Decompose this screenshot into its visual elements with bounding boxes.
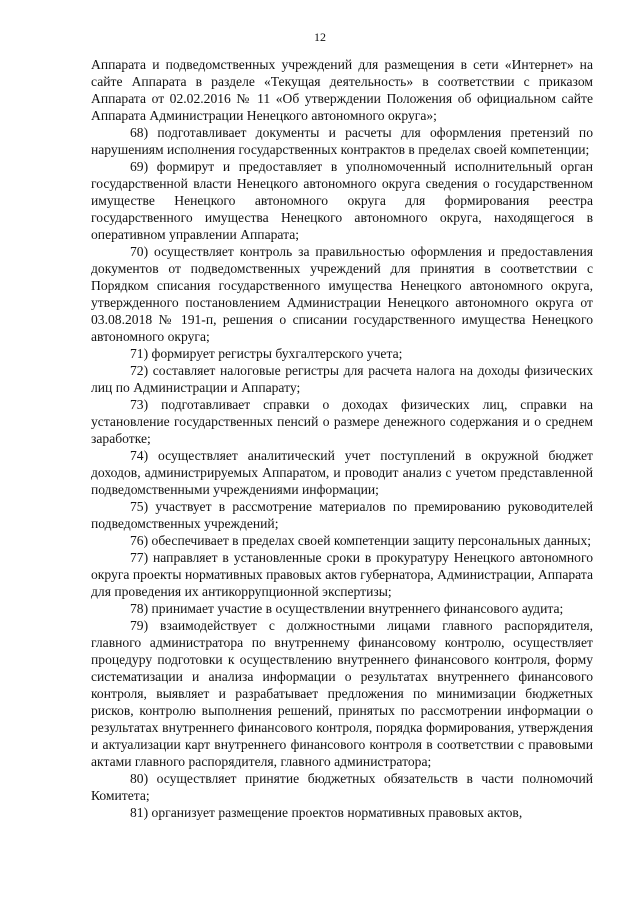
paragraph-item-76: 76) обеспечивает в пределах своей компетенции защиту персональных данных; [130,533,592,548]
paragraph-item-80: 80) осуществляет принятие бюджетных обязательств в части полномочий Комитета; [91,771,593,803]
paragraph-item-78: 78) принимает участие в осуществлении внутреннего финансового аудита; [130,601,564,616]
document-body [91,56,593,821]
paragraph-item-71: 71) формирует регистры бухгалтерского учета; [130,346,403,361]
paragraph-continuation: Аппарата и подведомственных учреждений для размещения в сети «Интернет» на сайте Аппарата в разделе «Текущая деятельность» в соответствии с приказом Аппарата от 02.02.2016 № 11 «Об утверждении Положения об официальном сайте Аппарата Администрации Ненецкого автономного округа»; [91,57,593,123]
paragraph-item-73: 73) подготавливает справки о доходах физических лиц, справки на установление государственных пенсий о размере денежного содержания и о среднем заработке; [91,397,593,446]
paragraph-item-70: 70) осуществляет контроль за правильностью оформления и предоставления документов от подведомственных учреждений для принятия в соответствии с Порядком списания государственного имущества Ненецкого автономного округа, утвержденного постановлением Администрации Ненецкого автономного округа от 03.08.2018 № 191-п, решения о списании государственного имущества Ненецкого автономного округа; [91,244,593,344]
paragraph-item-75: 75) участвует в рассмотрение материалов по премированию руководителей подведомственных учреждений; [91,499,593,531]
paragraph-item-69: 69) формирут и предоставляет в уполномоченный исполнительный орган государственной власти Ненецкого автономного округа сведения о государственном имуществе Ненецкого автономного округа для формирования реестра государственного имущества Ненецкого автономного округа, находящегося в оперативном управлении Аппарата; [91,159,593,242]
paragraph-item-74: 74) осуществляет аналитический учет поступлений в окружной бюджет доходов, администрируемых Аппаратом, и проводит анализ с учетом представленной подведомственными учреждениями информации; [91,448,593,497]
paragraph-item-79: 79) взаимодействует с должностными лицами главного распорядителя, главного администратора по внутреннему финансовому контролю, осуществляет процедуру подготовки к осуществлению внутреннего финансового контроля, форму систематизации и анализа информации о результатах внутреннего финансового контроля, выявляет и разрабатывает предложения по минимизации бюджетных рисков, контролю выполнения решений, принятых по рассмотрении информации о результатах внутреннего финансового контроля, порядка формирования, утверждения и актуализации карт внутреннего финансового контроля в соответствии с правовыми актами главного распорядителя, главного администратора; [91,618,593,769]
page-number: 12 [314,30,326,44]
paragraph-item-72: 72) составляет налоговые регистры для расчета налога на доходы физических лиц по Администрации и Аппарату; [91,363,593,395]
paragraph-item-68: 68) подготавливает документы и расчеты для оформления претензий по нарушениям исполнения государственных контрактов в пределах своей компетенции; [91,125,593,157]
paragraph-item-77: 77) направляет в установленные сроки в прокуратуру Ненецкого автономного округа проекты нормативных правовых актов губернатора, Администрации, Аппарата для проведения их антикоррупционной экспертизы; [91,550,593,599]
paragraph-item-81: 81) организует размещение проектов нормативных правовых актов, [130,805,523,820]
